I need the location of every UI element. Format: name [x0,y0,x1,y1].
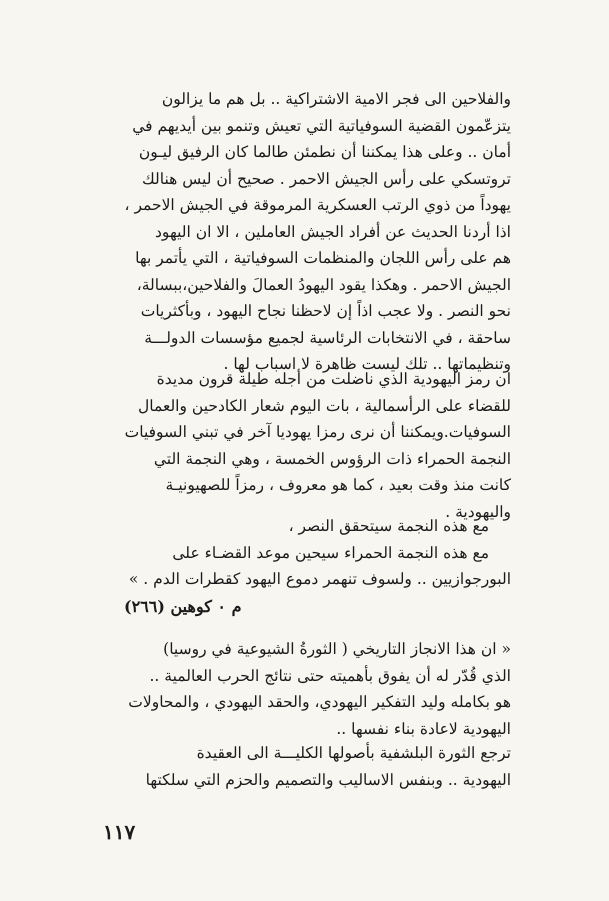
quote-line: مع هذه النجمة الحمراء سيحين موعد القضـاء على [172,543,489,562]
quote-line: البورجوازيين .. ولسوف تنهمر دموع اليهود كقطرات الدم . » [128,570,511,588]
text-line: للقضاء على الرأسمالية ، بات اليوم شعار الكادحين والعمال [138,396,511,415]
paragraph-2 [103,366,511,525]
text-line: السوفيات.ويمكننا أن نرى رمزا يهوديا آخر في تبني السوفيات [124,423,511,441]
text-line: الجيش الاحمر . وهكذا يقود اليهودُ العمالَ والفلاحين،ببسالة، [136,275,511,294]
text-line: وتنظيماتها .. تلك ليست ظاهرة لا اسباب لها . [223,355,511,373]
text-line: الذي قُدّر له أن يفوق بأهميته حتى نتائج الحرب العالمية .. [149,666,511,685]
text-line: اليهودية لاعادة بناء نفسها .. [336,719,511,738]
paragraph-4 [103,636,511,742]
text-line: النجمة الحمراء ذات الرؤوس الخمسة ، وهي النجمة التي [153,449,511,468]
page-number: ١١٧ [103,820,136,844]
text-line: يتزعّمون القضية السوفياتية التي تعيش وتنمو بين أيديهم في [132,116,511,135]
text-line: أمان .. وعلى هذا يمكننا أن نطمئن طالما كان الرفيق ليـون [138,143,511,161]
text-line: هم على رأس اللجان والمنظمات السوفياتية ، التي يأتمر بها [135,249,511,267]
text-line: واليهودية . [445,502,511,521]
text-line: « ان هذا الانجاز التاريخي ( الثورةُ الشيوعية في روسيا) [163,640,511,658]
text-line: اليهودية .. وبنفس الاساليب والتصميم والحزم التي سلكتها [145,770,511,789]
text-line: والفلاحين الى فجر الامية الاشتراكية .. بل هم ما يزالون [161,90,511,108]
text-line: اذا أردنا الحديث عن أفراد الجيش العاملين ، الا ان اليهود [155,222,511,241]
text-line: تروتسكي على رأس الجيش الاحمر . صحيح أن ليس هنالك [141,169,511,188]
text-line: يهوداً من ذوي الرتب العسكرية المرموقة في الجيش الاحمر ، [124,196,511,214]
paragraph-5 [103,740,511,793]
text-line: ترجع الثورة البلشفية بأصولها الكليـــة الى العقيدة [196,744,511,762]
poem-quote [103,513,511,593]
text-line: نحو النصر . ولا عجب اذاً إن لاحظنا نجاح اليهود ، وبأكثريات [140,302,511,320]
citation: م ٠ كوهين (٢٦٦) [124,597,242,616]
text-line: هو بكامله وليد التفكير اليهودي، والحقد اليهودي ، والمحاولات [128,693,511,711]
text-line: ساحقة ، في الانتخابات الرئاسية لجميع مؤسسات الدولـــة [144,328,511,347]
text-line: ان رمز اليهودية الذي ناضلت من أجله طيلة قرون مديدة [156,370,511,388]
paragraph-1 [103,86,511,378]
quote-line: مع هذه النجمة سيتحقق النصر ، [288,517,489,535]
text-line: كانت منذ وقت بعيد ، كما هو معروف ، رمزاً للصهيونيـة [165,476,511,494]
